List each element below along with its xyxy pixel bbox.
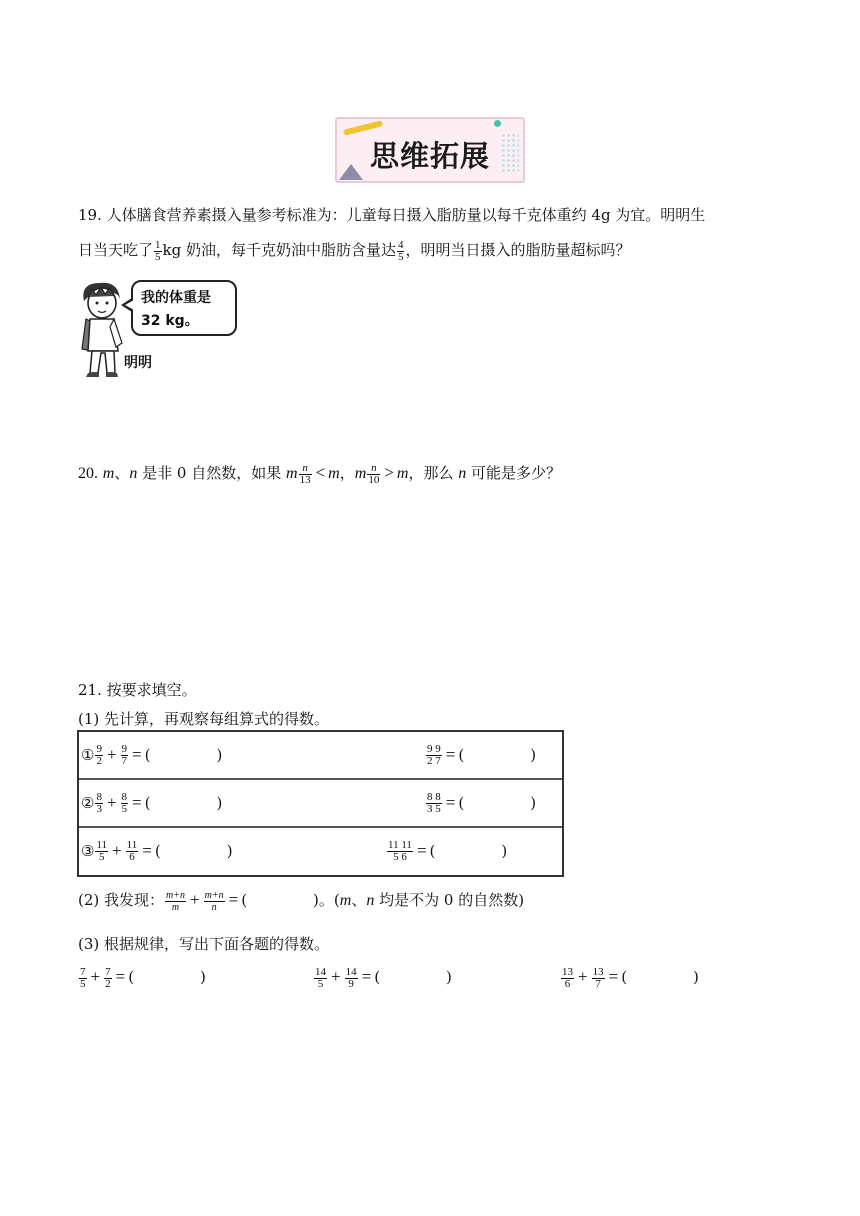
- plus-sign: +: [578, 967, 588, 986]
- fraction: $\frac{13}{7}$: [592, 965, 604, 990]
- var-m: m: [102, 465, 115, 482]
- answer-blank-open: (: [128, 968, 135, 986]
- equals-sign: =: [445, 745, 456, 764]
- q21-title: 21. 按要求填空。: [78, 681, 197, 699]
- q20-text-1: 是非 0 自然数，如果: [142, 464, 282, 482]
- var-n: n: [458, 465, 467, 482]
- banner-dot-decoration: [494, 120, 501, 127]
- q20-number: 20.: [78, 465, 98, 482]
- var-m: m: [396, 465, 409, 482]
- answer-blank-close: ): [216, 794, 223, 812]
- bubble-line1: 我的体重是: [141, 290, 211, 306]
- fraction: $\frac{9}{2}$: [96, 742, 102, 767]
- product-fractions: $\frac{9 9}{2 7}$: [427, 742, 441, 767]
- plus-sign: +: [106, 793, 117, 812]
- var-m: m: [354, 465, 367, 482]
- equals-sign: =: [361, 967, 372, 986]
- answer-blank-open: (: [144, 746, 151, 764]
- table-row: [79, 828, 562, 876]
- answer-blank-close: ): [216, 746, 223, 764]
- separator: 、: [114, 464, 130, 482]
- answer-blank-open: (: [621, 968, 628, 986]
- fraction-mn-over-m: $\frac{m+n}{m}$: [166, 889, 186, 913]
- calc-table: [77, 730, 564, 877]
- boy-name-label: 明明: [124, 355, 152, 371]
- answer-blank-open: (: [154, 842, 161, 860]
- answer-blank-open: (: [374, 968, 381, 986]
- part2-condition: 均是不为 0 的自然数): [379, 891, 525, 909]
- q20-text-3: 可能是多少？: [471, 464, 562, 482]
- equals-sign: =: [132, 793, 142, 812]
- q21-part1: (1) 先计算，再观察每组算式的得数。: [78, 710, 330, 728]
- fraction: $\frac{7}{5}$: [80, 965, 86, 990]
- q19-fraction-one-fifth: $\frac{1}{5}$: [155, 238, 161, 263]
- equals-sign: =: [416, 841, 427, 860]
- separator: 、: [351, 891, 367, 909]
- fraction: $\frac{11}{5}$: [96, 838, 108, 863]
- q19-text-a: 日当天吃了: [78, 241, 154, 259]
- rule-item: [78, 966, 206, 990]
- q19-fraction-four-fifths: $\frac{4}{5}$: [397, 238, 404, 263]
- answer-blank-close: ): [200, 968, 206, 986]
- q20-text-2: ，那么: [408, 464, 454, 482]
- part2-open: 。(: [318, 891, 340, 909]
- product-expression: [425, 732, 536, 778]
- answer-blank-open: (: [241, 891, 248, 909]
- banner-title: 思维拓展: [369, 139, 490, 173]
- equals-sign: =: [608, 967, 619, 986]
- fraction: $\frac{7}{2}$: [105, 965, 111, 990]
- plus-sign: +: [106, 745, 117, 764]
- answer-blank-close: ): [501, 842, 508, 860]
- comma: ，: [339, 464, 355, 482]
- fraction: $\frac{14}{9}$: [345, 965, 357, 990]
- answer-blank-close: ): [530, 746, 537, 764]
- q20-line: [78, 462, 561, 486]
- product-fractions: $\frac{11 11}{5 6}$: [388, 838, 412, 863]
- greater-than-sign: >: [384, 463, 394, 482]
- rule-item: [313, 966, 452, 990]
- fraction: $\frac{9}{7}$: [121, 742, 128, 767]
- sum-expression: [81, 780, 222, 826]
- q19-text-b: kg 奶油，每千克奶油中脂肪含量达: [162, 241, 396, 259]
- q19-line1: 19. 人体膳食营养素摄入量参考标准为：儿童每日摄入脂肪量以每千克体重约 4g 为宜。明明生: [78, 206, 706, 224]
- q19-line2: [78, 239, 631, 263]
- sum-expression: [81, 732, 222, 778]
- var-m: m: [328, 465, 340, 482]
- table-row: [79, 780, 562, 828]
- section-banner: [335, 117, 525, 183]
- answer-blank-open: (: [144, 794, 151, 812]
- equals-sign: =: [142, 841, 152, 860]
- row-mark: ①: [81, 746, 95, 764]
- fraction: $\frac{11}{6}$: [126, 838, 138, 863]
- fraction-mn-over-n: $\frac{m+n}{n}$: [204, 889, 224, 913]
- plus-sign: +: [331, 967, 341, 986]
- answer-blank-close: ): [313, 891, 319, 909]
- q21-part2: [78, 889, 524, 913]
- q20-fraction-n-over-10: $\frac{n}{10}$: [368, 461, 380, 486]
- answer-blank-open: (: [458, 794, 465, 812]
- var-m: m: [286, 465, 298, 482]
- table-row: [79, 732, 562, 780]
- equals-sign: =: [132, 745, 142, 764]
- fraction: $\frac{14}{5}$: [315, 965, 326, 990]
- var-m: m: [339, 892, 352, 909]
- q20-fraction-n-over-13: $\frac{n}{13}$: [299, 461, 311, 486]
- row-mark: ②: [81, 794, 95, 812]
- product-expression: [425, 780, 536, 826]
- plus-sign: +: [112, 841, 122, 860]
- q19-text-c: ，明明当日摄入的脂肪量超标吗？: [405, 241, 631, 259]
- product-expression: [386, 828, 507, 874]
- answer-blank-close: ): [226, 842, 233, 860]
- bubble-line2: 32 kg。: [141, 313, 199, 329]
- equals-sign: =: [115, 967, 126, 986]
- less-than-sign: <: [315, 463, 326, 482]
- equals-sign: =: [445, 793, 456, 812]
- q21-part3: (3) 根据规律，写出下面各题的得数。: [78, 935, 330, 953]
- answer-blank-close: ): [530, 794, 537, 812]
- fraction: $\frac{8}{5}$: [121, 790, 128, 815]
- equals-sign: =: [228, 890, 239, 909]
- sum-expression: [81, 828, 233, 874]
- fraction: $\frac{8}{3}$: [96, 790, 102, 815]
- var-n: n: [366, 892, 375, 909]
- product-fractions: $\frac{8 8}{3 5}$: [427, 790, 441, 815]
- plus-sign: +: [90, 967, 101, 986]
- answer-blank-open: (: [458, 746, 465, 764]
- speech-bubble: [131, 280, 237, 336]
- var-n: n: [129, 465, 138, 482]
- answer-blank-close: ): [446, 968, 452, 986]
- fraction: $\frac{13}{6}$: [562, 965, 573, 990]
- answer-blank-open: (: [429, 842, 436, 860]
- plus-sign: +: [190, 890, 200, 909]
- rule-item: [560, 966, 699, 990]
- answer-blank-close: ): [693, 968, 699, 986]
- part2-label: (2) 我发现：: [78, 891, 165, 909]
- row-mark: ③: [81, 842, 95, 860]
